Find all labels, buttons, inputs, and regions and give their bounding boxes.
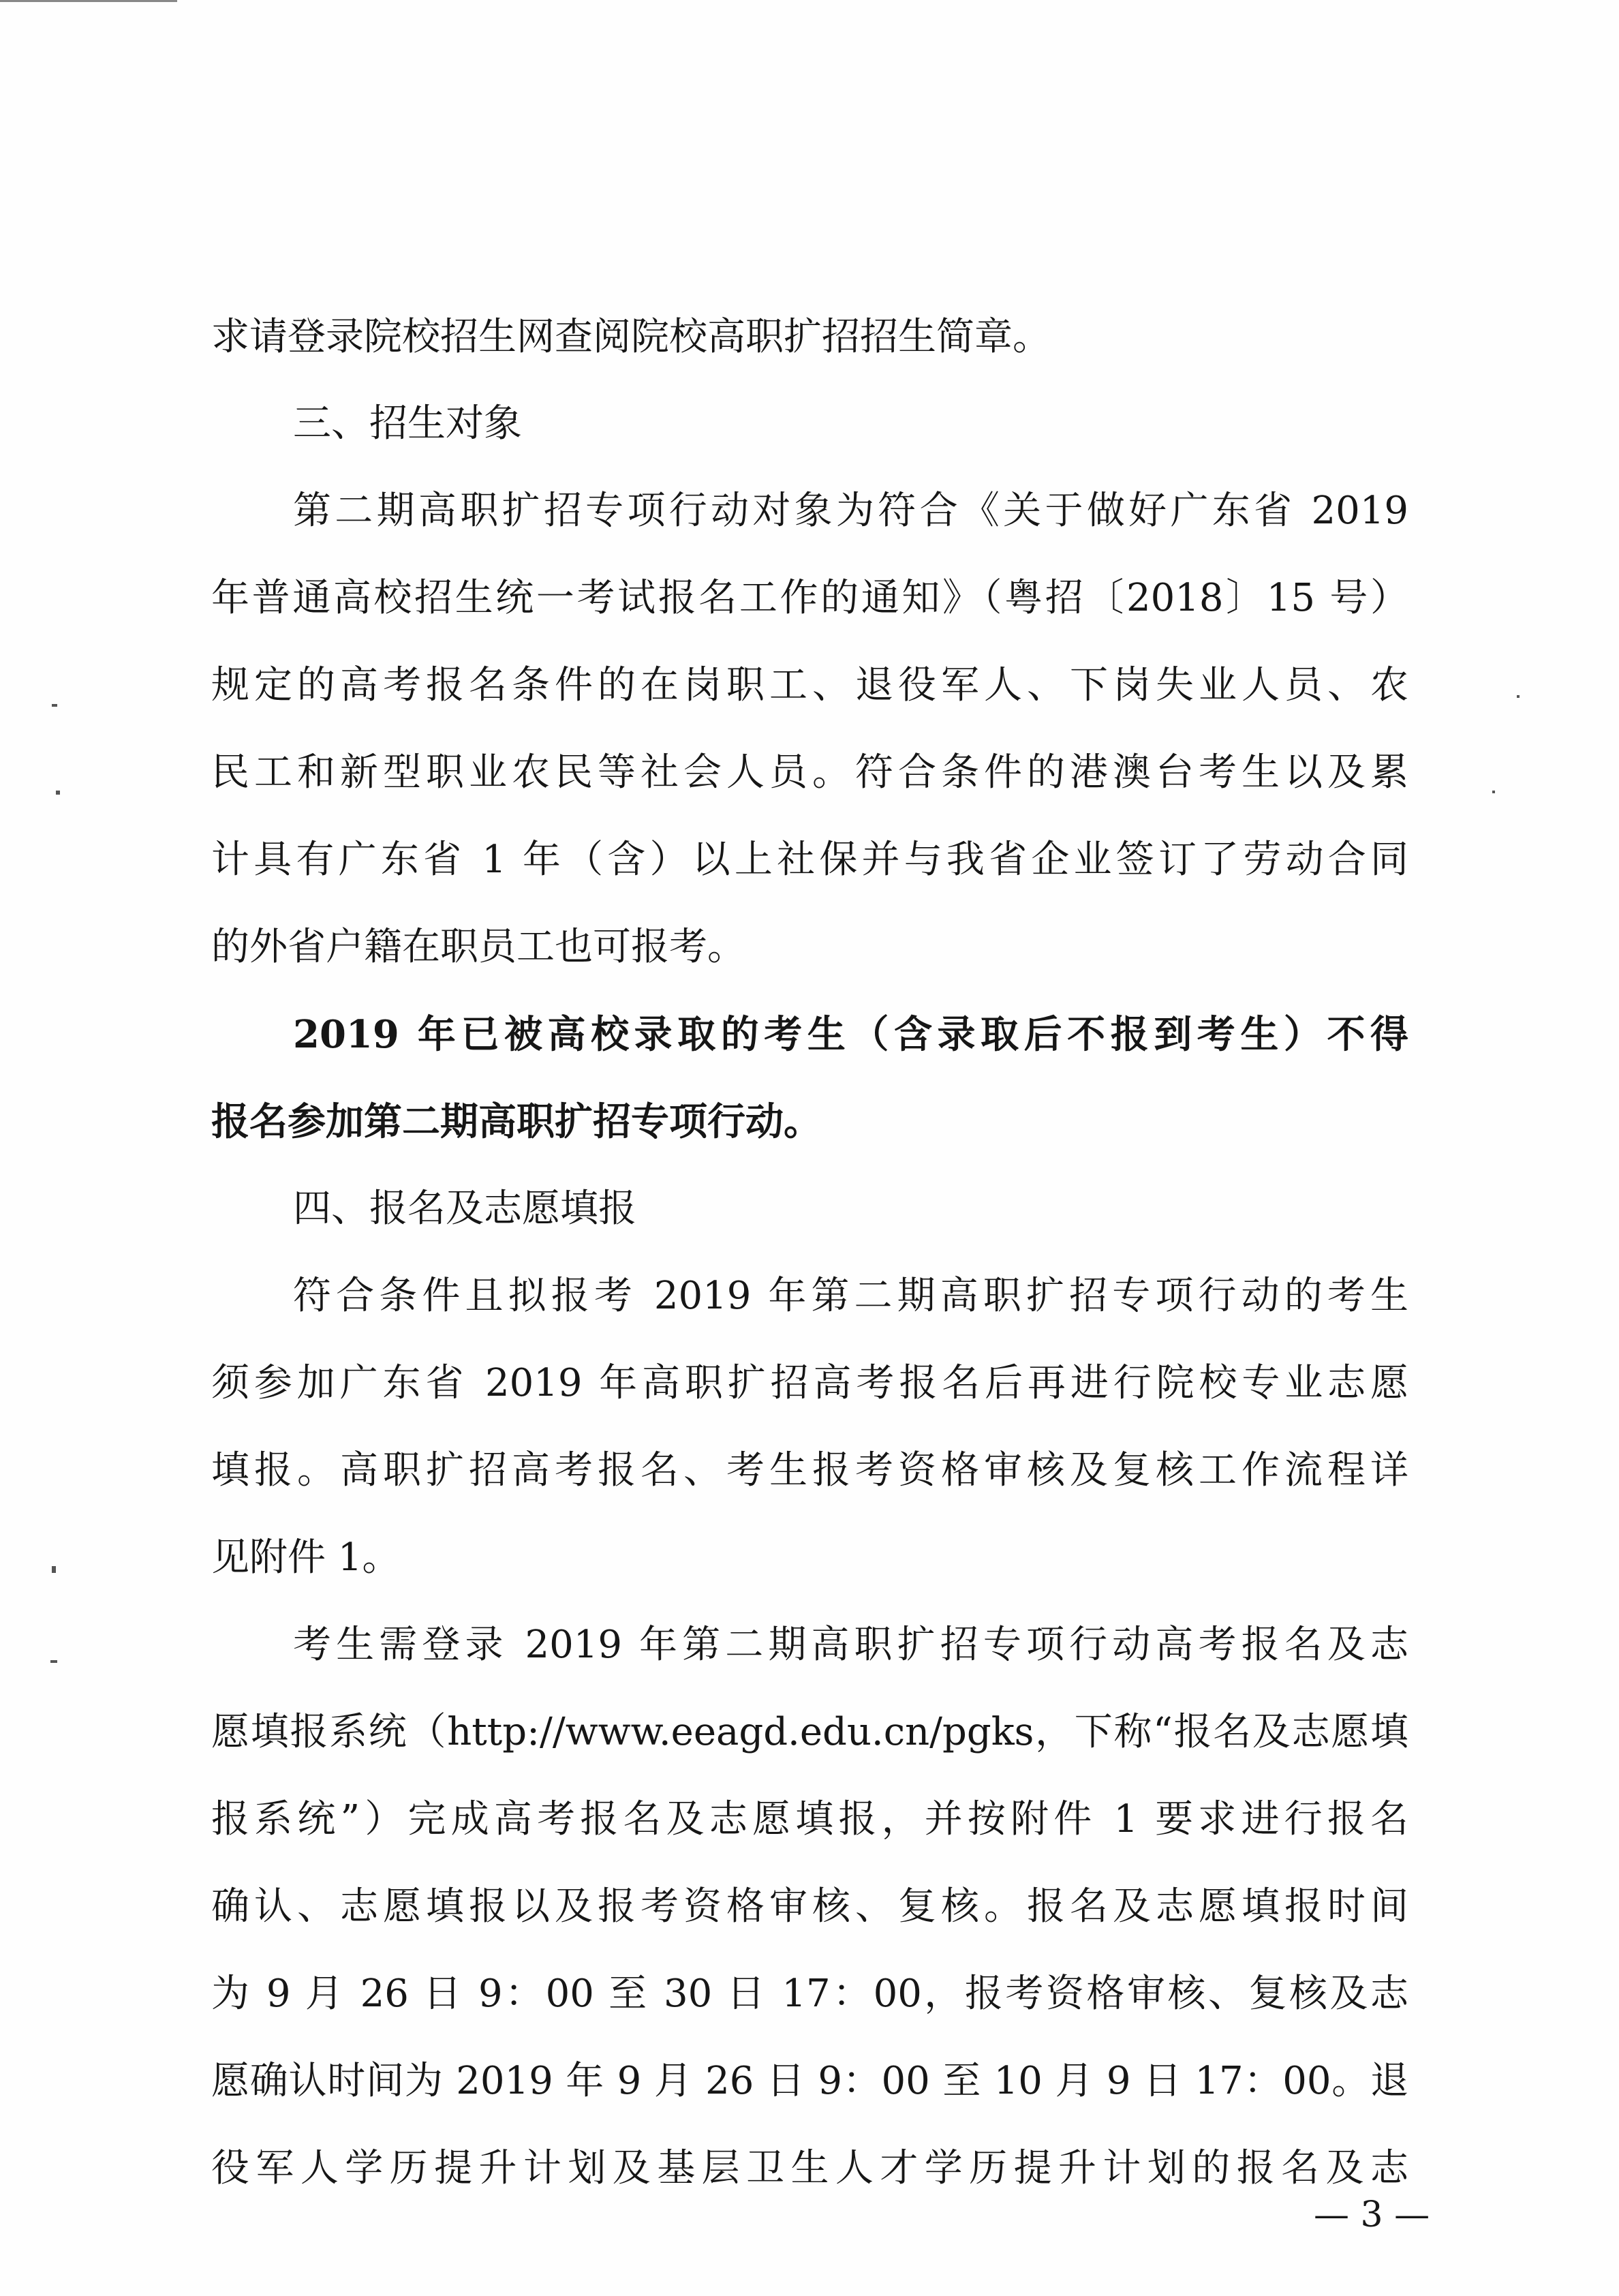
bold-notice-line: 2019 年已被高校录取的考生（含录取后不报到考生）不得	[293, 1012, 1408, 1057]
scan-speck	[52, 1566, 56, 1573]
body-line: 计具有广东省 1 年（含）以上社保并与我省企业签订了劳动合同	[211, 838, 1408, 882]
section-heading: 三、招生对象	[293, 401, 522, 446]
bold-notice-line: 报名参加第二期高职扩招专项行动。	[211, 1099, 822, 1144]
body-line: 愿确认时间为 2019 年 9 月 26 日 9：00 至 10 月 9 日 17：00。退	[211, 2059, 1408, 2103]
scan-speck	[1517, 695, 1520, 698]
body-line: 须参加广东省 2019 年高职扩招高考报名后再进行院校专业志愿	[211, 1361, 1408, 1405]
scan-speck	[1492, 791, 1495, 793]
scan-edge-mark	[0, 0, 177, 2]
scan-speck	[52, 704, 57, 707]
body-line: 的外省户籍在职员工也可报考。	[211, 925, 745, 969]
body-line: 填报。高职扩招高考报名、考生报考资格审核及复核工作流程详	[211, 1448, 1408, 1493]
scan-speck	[56, 791, 60, 795]
body-line: 役军人学历提升计划及基层卫生人才学历提升计划的报名及志	[211, 2146, 1408, 2190]
body-line: 第二期高职扩招专项行动对象为符合《关于做好广东省 2019	[293, 489, 1408, 533]
body-line: 符合条件且拟报考 2019 年第二期高职扩招专项行动的考生	[293, 1274, 1408, 1318]
body-line: 报系统”）完成高考报名及志愿填报，并按附件 1 要求进行报名	[211, 1797, 1408, 1841]
body-line: 年普通高校招生统一考试报名工作的通知》（粤招〔2018〕15 号）	[211, 576, 1408, 620]
body-line: 考生需登录 2019 年第二期高职扩招专项行动高考报名及志	[293, 1623, 1408, 1667]
body-line: 民工和新型职业农民等社会人员。符合条件的港澳台考生以及累	[211, 750, 1408, 795]
body-line: 愿填报系统（http://www.eeagd.edu.cn/pgks，下称“报名及志愿填	[211, 1710, 1408, 1754]
page-number: — 3 —	[1314, 2194, 1430, 2235]
body-line: 求请登录院校招生网查阅院校高职扩招招生简章。	[211, 315, 1051, 359]
body-line: 为 9 月 26 日 9：00 至 30 日 17：00，报考资格审核、复核及志	[211, 1972, 1408, 2016]
body-line: 规定的高考报名条件的在岗职工、退役军人、下岗失业人员、农	[211, 663, 1408, 707]
body-line: 见附件 1。	[211, 1535, 401, 1580]
section-heading: 四、报名及志愿填报	[293, 1187, 636, 1231]
body-line: 确认、志愿填报以及报考资格审核、复核。报名及志愿填报时间	[211, 1884, 1408, 1929]
scan-speck	[50, 1660, 57, 1663]
